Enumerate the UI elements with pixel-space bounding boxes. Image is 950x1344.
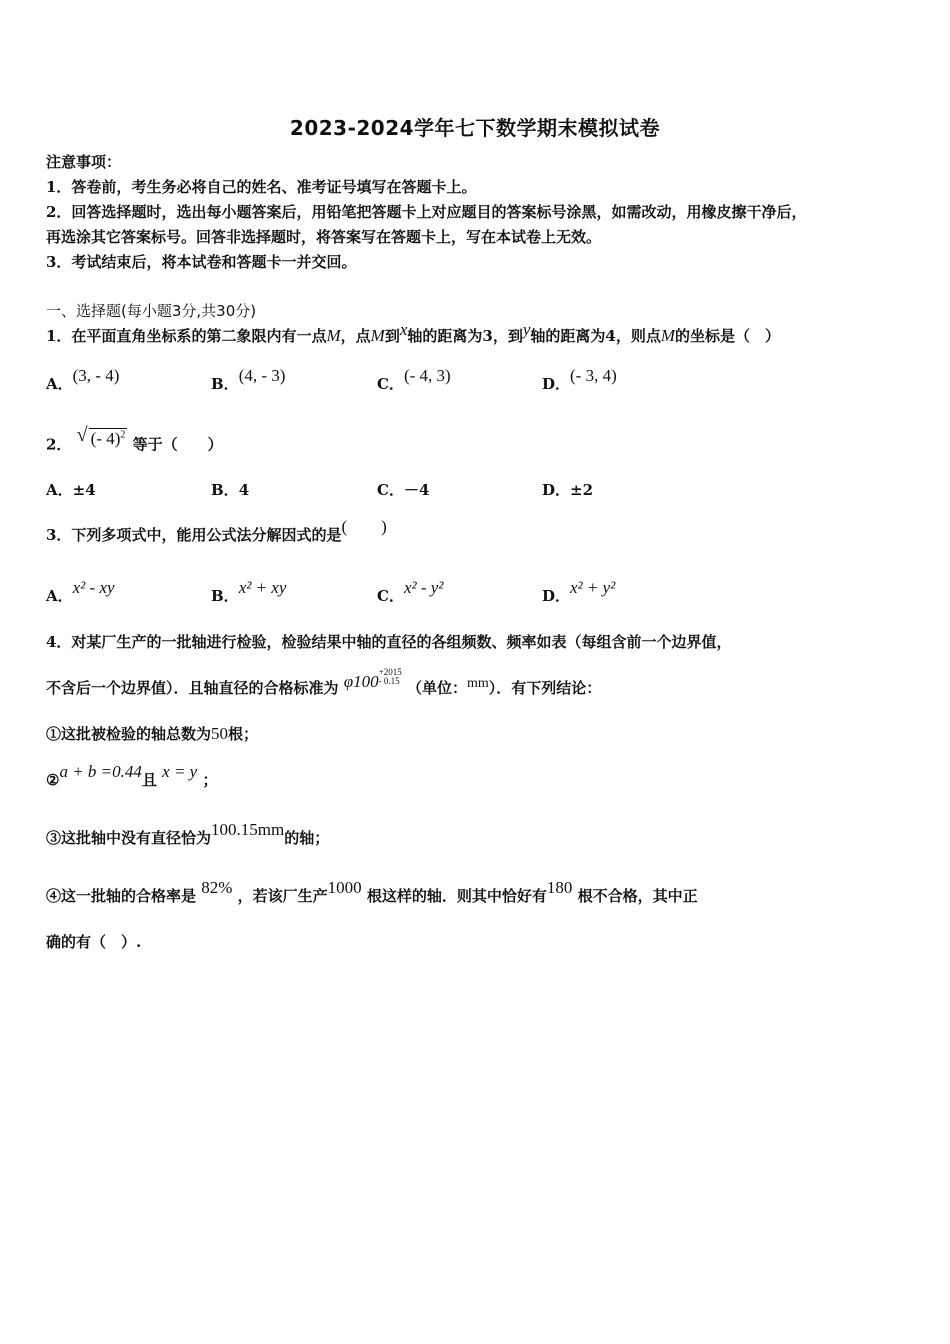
option-value: (3, - 4) — [72, 366, 120, 385]
q1-axis-y: y — [522, 320, 531, 339]
q4-unit: mm — [466, 676, 489, 691]
question-3 — [46, 517, 387, 545]
q1-option-b[interactable] — [211, 366, 286, 394]
q1-point-m: M — [660, 326, 675, 345]
q1-text: 轴的距离为4，则点 — [530, 327, 661, 345]
q4-tolerance — [379, 668, 402, 686]
q2-option-a[interactable] — [46, 479, 96, 500]
q4-conclusion-tail: 确的有（ ）. — [46, 933, 142, 951]
notice-item-2-cont: 再选涂其它答案标号。回答非选择题时，将答案写在答题卡上，写在本试卷上无效。 — [46, 228, 602, 246]
q3-option-c[interactable] — [377, 578, 444, 606]
option-value: －4 — [403, 481, 430, 499]
q4-conclusion-1 — [46, 724, 258, 744]
notice-heading: 注意事项： — [46, 153, 122, 171]
notice-item-2: 2．回答选择题时，选出每小题答案后，用铅笔把答题卡上对应题目的答案标号涂黑，如需改动，用橡皮擦干净后， — [46, 203, 807, 221]
option-label: A． — [46, 375, 73, 393]
q3-option-b[interactable] — [211, 578, 287, 606]
q1-text: 的坐标是（ ） — [675, 327, 781, 345]
q4-text: 根； — [228, 725, 259, 743]
q1-text: 1．在平面直角坐标系的第二象限内有一点 — [46, 327, 327, 345]
q1-text: 到 — [384, 327, 400, 345]
q2-number: 2． — [46, 435, 72, 454]
q4-tol-up: +2015 — [378, 667, 402, 678]
notice-item-1: 1．答卷前，考生务必将自己的姓名、准考证号填写在答题卡上。 — [46, 178, 477, 196]
q3-option-a[interactable] — [46, 578, 115, 606]
option-value: x² + y² — [570, 578, 616, 597]
option-value: x² - xy — [72, 578, 115, 597]
q4-math: 1000 — [327, 878, 362, 897]
q1-point-m: M — [370, 326, 385, 345]
q1-text: ，点 — [340, 327, 371, 345]
option-value: (4, - 3) — [238, 366, 286, 385]
sqrt-icon: √ — [76, 424, 88, 446]
question-2 — [46, 424, 223, 455]
q4-conclusion-4 — [46, 878, 698, 906]
q4-text: 的轴； — [284, 829, 330, 847]
q4-text: ③这批轴中没有直径恰为 — [46, 829, 212, 847]
option-label: D． — [542, 375, 571, 393]
q1-option-c[interactable] — [377, 366, 451, 394]
q3-option-d[interactable] — [542, 578, 616, 606]
option-label: B． — [211, 481, 239, 499]
q4-text: 根这样的轴．则其中恰好有 — [366, 887, 547, 905]
q2-option-b[interactable] — [211, 479, 249, 500]
option-label: C． — [377, 481, 404, 499]
question-4-line-2 — [46, 667, 602, 700]
notice-item-3: 3．考试结束后，将本试卷和答题卡一并交回。 — [46, 253, 357, 271]
option-label: C． — [377, 587, 404, 605]
option-label: A． — [46, 587, 73, 605]
option-value: ±2 — [570, 481, 594, 499]
exam-title: 2023-2024学年七下数学期末模拟试卷 — [289, 116, 661, 140]
question-4-line-1: 4．对某厂生产的一批轴进行检验，检验结果中轴的直径的各组频数、频率如表（每组含前一个边界值， — [46, 633, 732, 651]
option-label: D． — [542, 587, 571, 605]
option-label: B． — [211, 587, 239, 605]
option-value: x² + xy — [238, 578, 287, 597]
q4-math: 50 — [211, 724, 229, 743]
q2-option-d[interactable] — [542, 479, 593, 500]
q4-text: 根不合格，其中正 — [577, 887, 698, 905]
option-value: (- 3, 4) — [570, 366, 617, 385]
q4-conclusion-3 — [46, 820, 330, 848]
q4-standard — [343, 667, 402, 691]
q1-option-d[interactable] — [542, 366, 617, 394]
option-value: (- 4, 3) — [403, 366, 451, 385]
option-label: B． — [211, 375, 239, 393]
q1-axis-x: x — [399, 320, 408, 339]
q4-phi: φ100 — [343, 672, 379, 691]
q2-radicand: (- 4) — [90, 428, 121, 448]
q4-math: 100.15mm — [211, 820, 285, 839]
option-label: C． — [377, 375, 404, 393]
q4-conclusion-2 — [46, 762, 218, 790]
q4-text: 且 — [141, 771, 157, 789]
q4-math: x = y — [162, 762, 198, 781]
q2-option-c[interactable] — [377, 479, 429, 500]
q4-text: 不含后一个边界值）．且轴直径的合格标准为 — [46, 679, 339, 697]
q3-paren: ( ) — [341, 517, 387, 536]
q4-math: 82% — [201, 878, 233, 897]
q4-text: （单位： — [406, 679, 467, 697]
option-label: A． — [46, 481, 73, 499]
section-heading: 一、选择题(每小题3分,共30分) — [46, 302, 257, 320]
q4-tol-down: - 0.15 — [378, 676, 400, 687]
q3-text: 3．下列多项式中，能用公式法分解因式的是 — [46, 526, 342, 544]
q1-option-a[interactable] — [46, 366, 120, 394]
option-label: D． — [542, 481, 571, 499]
q2-exponent: 2 — [120, 429, 126, 440]
q2-sqrt — [77, 425, 128, 449]
q4-math: 180 — [546, 878, 573, 897]
option-value: ±4 — [72, 481, 96, 499]
question-1 — [46, 320, 781, 346]
q1-text: 轴的距离为3，到 — [407, 327, 523, 345]
q4-text: ； — [202, 771, 218, 789]
q4-text: ）．有下列结论： — [488, 679, 602, 697]
q4-text: ，若该厂生产 — [237, 887, 328, 905]
q4-text: ④这一批轴的合格率是 — [46, 887, 197, 905]
option-value: 4 — [238, 481, 250, 499]
q4-text: ② — [46, 771, 60, 789]
q4-math: a + b =0.44 — [59, 762, 142, 781]
option-value: x² - y² — [403, 578, 444, 597]
q4-text: ①这批被检验的轴总数为 — [46, 725, 212, 743]
q2-text: 等于（ ） — [132, 435, 223, 454]
q1-point-m: M — [326, 326, 341, 345]
